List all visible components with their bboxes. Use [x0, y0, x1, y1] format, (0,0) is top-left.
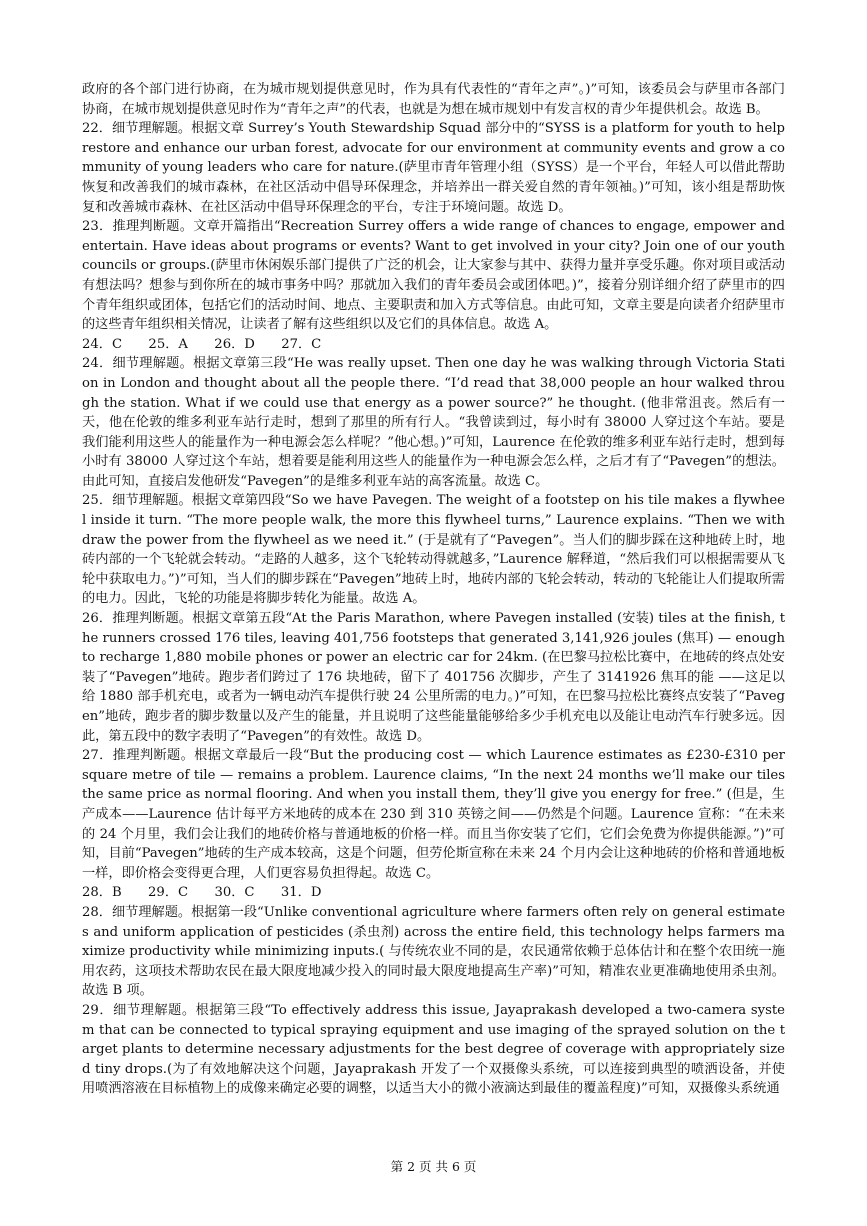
- paragraph-q26-explanation: 26．推理判断题。根据文章第五段“At the Paris Marathon, where Pavegen installed (安装) tiles at the finish, the runners crossed 176 tiles, leaving 401,756 footsteps that generated 3,141,926 joules (焦耳) — enough to recharge 1,880 mobile phones or power an electric car for 24km. (在巴黎马拉松比赛中，在地砖的终点处安装了“Pavegen”地砖。跑步者们跨过了 176 块地砖，留下了 401756 次脚步，产生了 3141926 焦耳的能 ——这足以给 1880 部手机充电，或者为一辆电动汽车提供行驶 24 公里所需的电力。)”可知，在巴黎马拉松比赛终点安装了“Pavegen”地砖，跑步者的脚步数量以及产生的能量，并且说明了这些能量能够给多少手机充电以及能让电动汽车行驶多远。因此，第五段中的数字表明了“Pavegen”的有效性。故选 D。: [82, 611, 785, 744]
- paragraph-q22-explanation: 22．细节理解题。根据文章 Surrey’s Youth Stewardship Squad 部分中的“SYSS is a platform for youth to help restore and enhance our urban forest, advocate for our environment at community events and grow a community of young leaders who care for nature.(萨里市青年管理小组（SYSS）是一个平台，年轻人可以借此帮助恢复和改善我们的城市森林，在社区活动中倡导环保理念，并培养出一群关爱自然的青年领袖。)”可知，该小组是帮助恢复和改善城市森林、在社区活动中倡导环保理念的平台，专注于环境问题。故选 D。: [82, 121, 785, 215]
- paragraph-q27-explanation: 27．推理判断题。根据文章最后一段“But the producing cost — which Laurence estimates as £230-£310 per square metre of tile — remains a problem. Laurence claims, “In the next 24 months we’ll make our tiles the same price as normal flooring. And when you install them, they’ll give you energy for free.” (但是，生产成本——Laurence 估计每平方米地砖的成本在 230 到 310 英镑之间——仍然是个问题。Laurence 宣称：“在未来的 24 个月里，我们会让我们的地砖价格与普通地板的价格一样。而且当你安装了它们，它们会免费为你提供能源。”)”可知，目前“Pavegen”地砖的生产成本较高，这是个问题，但劳伦斯宣称在未来 24 个月内会让这种地砖的价格和普通地板一样，即价格会变得更合理，人们更容易负担得起。故选 C。: [82, 748, 785, 881]
- answer-key-24-27: 24．C 25．A 26．D 27．C: [82, 336, 322, 352]
- paragraph-q25-explanation: 25．细节理解题。根据文章第四段“So we have Pavegen. The weight of a footstep on his tile makes a flywheel inside it turn. “The more people walk, the more this flywheel turns,” Laurence explains. “Then we withdraw the power from the flywheel as we need it.” (于是就有了“Pavegen”。当人们的脚步踩在这种地砖上时，地砖内部的一个飞轮就会转动。“走路的人越多，这个飞轮转动得就越多，”Laurence 解释道，“然后我们可以根据需要从飞轮中获取电力。”)”可知，当人们的脚步踩在“Pavegen”地砖上时，地砖内部的飞轮会转动，转动的飞轮能让人们提取所需的电力。因此，飞轮的功能是将脚步转化为能量。故选 A。: [82, 493, 785, 607]
- paragraph-q28-explanation: 28．细节理解题。根据第一段“Unlike conventional agriculture where farmers often rely on general estimates and uniform application of pesticides (杀虫剂) across the entire field, this technology helps farmers maximize productivity while minimizing inputs.( 与传统农业不同的是，农民通常依赖于总体估计和在整个农田统一施用农药，这项技术帮助农民在最大限度地减少投入的同时最大限度地提高生产率)”可知，精准农业更准确地使用杀虫剂。故选 B 项。: [82, 904, 785, 999]
- answer-key-28-31: 28．B 29．C 30．C 31．D: [82, 885, 322, 901]
- paragraph-q23-explanation: 23．推理判断题。文章开篇指出“Recreation Surrey offers a wide range of chances to engage, empower and entertain. Have ideas about programs or events? Want to get involved in your city? Join one of our youth councils or groups.(萨里市休闲娱乐部门提供了广泛的机会，让大家参与其中、获得力量并享受乐趣。你对项目或活动有想法吗？想参与到你所在的城市事务中吗？那就加入我们的青年委员会或团体吧。)”，接着分别详细介绍了萨里市的四个青年组织或团体，包括它们的活动时间、地点、主要职责和加入方式等信息。由此可知，文章主要是向读者介绍萨里市的这些青年组织相关情况，让读者了解有这些组织以及它们的具体信息。故选 A。: [82, 219, 785, 333]
- paragraph-q24-explanation: 24．细节理解题。根据文章第三段“He was really upset. Then one day he was walking through Victoria Station in London and thought about all the people there. “I’d read that 38,000 people an hour walked through the station. What if we could use that energy as a power source?” he thought. (他非常沮丧。然后有一天，他在伦敦的维多利亚车站行走时，想到了那里的所有行人。“我曾读到过，每小时有 38000 人穿过这个车站。要是我们能利用这些人的能量作为一种电源会怎么样呢？”他心想。)”可知，Laurence 在伦敦的维多利亚车站行走时，想到每小时有 38000 人穿过这个车站，想着要是能利用这些人的能量作为一种电源会怎么样，之后才有了“Pavegen”的想法。由此可知，直接启发他研发“Pavegen”的是维多利亚车站的高客流量。故选 C。: [82, 356, 785, 489]
- page-footer: 第 2 页 共 6 页: [390, 1159, 477, 1174]
- paragraph-q29-explanation: 29．细节理解题。根据第三段“To effectively address this issue, Jayaprakash developed a two-camera system that can be connected to typical spraying equipment and use imaging of the sprayed solution on the target plants to determine necessary adjustments for the best degree of coverage with appropriately sized tiny drops.(为了有效地解决这个问题，Jayaprakash 开发了一个双摄像头系统，可以连接到典型的喷洒设备，并使用喷洒溶液在目标植物上的成像来确定必要的调整，以适当大小的微小液滴达到最佳的覆盖程度)”可知，双摄像头系统通: [82, 1002, 785, 1097]
- paragraph-q21-continuation: 政府的各个部门进行协商，在为城市规划提供意见时，作为具有代表性的“青年之声”。)”可知，该委员会与萨里市各部门协商，在城市规划提供意见时作为“青年之声”的代表，也就是为想在城市规划中有发言权的青少年提供机会。故选 B。: [82, 82, 785, 117]
